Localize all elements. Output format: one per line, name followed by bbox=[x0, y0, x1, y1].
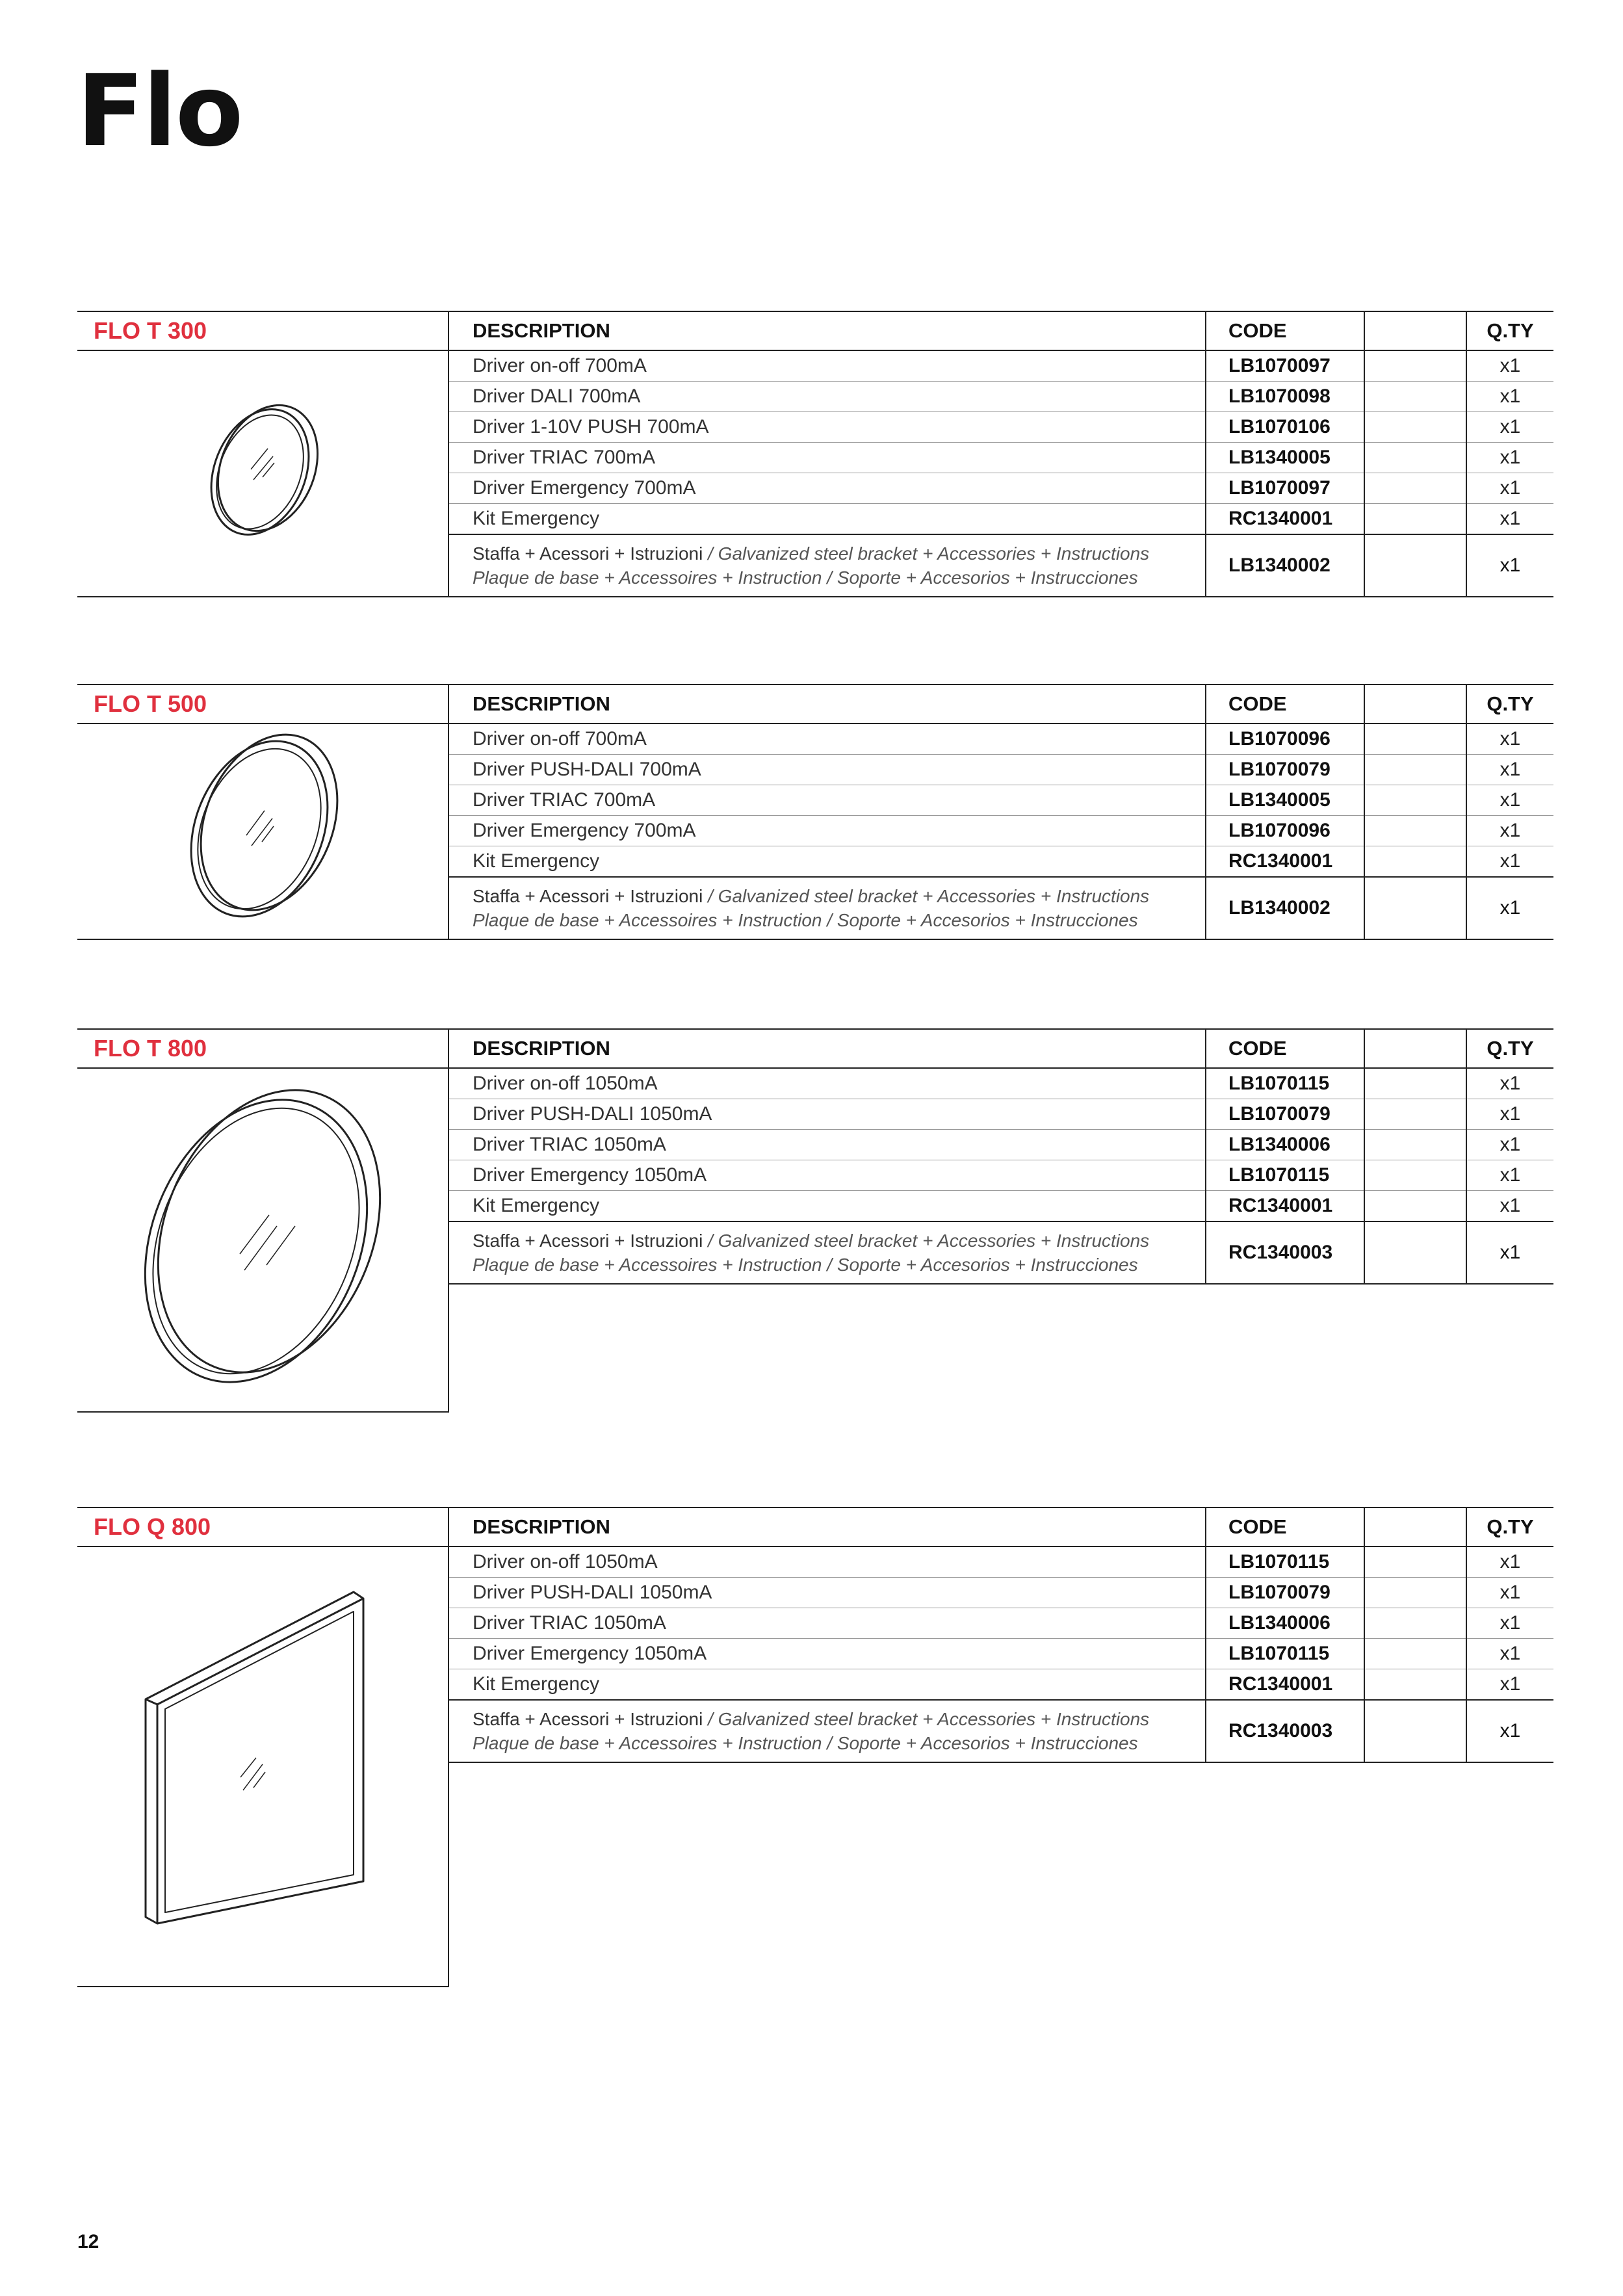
section-flo-q800 bbox=[77, 1507, 1553, 1987]
row-description: Driver PUSH-DALI 1050mA bbox=[448, 1578, 1206, 1608]
table-row bbox=[77, 724, 1553, 755]
row-qty: x1 bbox=[1466, 1546, 1553, 1578]
row-code: LB1070106 bbox=[1206, 412, 1364, 443]
spec-table bbox=[77, 1507, 1553, 1987]
row-code: LB1070115 bbox=[1206, 1639, 1364, 1669]
row-description: Driver DALI 700mA bbox=[448, 382, 1206, 412]
row-code: LB1340006 bbox=[1206, 1130, 1364, 1160]
row-code: LB1340005 bbox=[1206, 443, 1364, 473]
table-header bbox=[77, 685, 1553, 724]
header-code: CODE bbox=[1206, 311, 1364, 350]
bracket-code: RC1340003 bbox=[1206, 1700, 1364, 1762]
bracket-qty: x1 bbox=[1466, 1221, 1553, 1284]
row-code: RC1340001 bbox=[1206, 1191, 1364, 1222]
row-code: LB1070115 bbox=[1206, 1068, 1364, 1099]
row-description: Kit Emergency bbox=[448, 846, 1206, 878]
row-qty: x1 bbox=[1466, 816, 1553, 846]
flo-t800-illustration bbox=[133, 1075, 393, 1400]
row-code: LB1070079 bbox=[1206, 755, 1364, 785]
row-qty: x1 bbox=[1466, 846, 1553, 878]
row-code: LB1070079 bbox=[1206, 1578, 1364, 1608]
header-code: CODE bbox=[1206, 685, 1364, 724]
row-code: LB1070097 bbox=[1206, 473, 1364, 504]
row-code: RC1340001 bbox=[1206, 846, 1364, 878]
row-code: LB1070098 bbox=[1206, 382, 1364, 412]
row-qty: x1 bbox=[1466, 1639, 1553, 1669]
header-description: DESCRIPTION bbox=[448, 311, 1206, 350]
row-qty: x1 bbox=[1466, 755, 1553, 785]
row-code: LB1070115 bbox=[1206, 1546, 1364, 1578]
bracket-qty: x1 bbox=[1466, 534, 1553, 597]
row-description: Driver PUSH-DALI 1050mA bbox=[448, 1099, 1206, 1130]
row-qty: x1 bbox=[1466, 504, 1553, 535]
row-code: RC1340001 bbox=[1206, 504, 1364, 535]
flo-q800-illustration bbox=[126, 1569, 399, 1959]
row-code: LB1340006 bbox=[1206, 1608, 1364, 1639]
row-code: LB1340005 bbox=[1206, 785, 1364, 816]
row-qty: x1 bbox=[1466, 382, 1553, 412]
table-header bbox=[77, 1029, 1553, 1068]
row-code: LB1070096 bbox=[1206, 816, 1364, 846]
model-name: FLO Q 800 bbox=[77, 1507, 448, 1546]
row-qty: x1 bbox=[1466, 1669, 1553, 1701]
row-qty: x1 bbox=[1466, 1191, 1553, 1222]
product-image bbox=[77, 724, 448, 939]
row-qty: x1 bbox=[1466, 443, 1553, 473]
row-description: Driver on-off 700mA bbox=[448, 350, 1206, 382]
section-flo-t800 bbox=[77, 1028, 1553, 1413]
row-description: Driver Emergency 1050mA bbox=[448, 1160, 1206, 1191]
header-description: DESCRIPTION bbox=[448, 1029, 1206, 1068]
bracket-qty: x1 bbox=[1466, 877, 1553, 939]
product-image bbox=[77, 1068, 448, 1412]
product-image bbox=[77, 1546, 448, 1987]
table-row bbox=[77, 350, 1553, 382]
table-header bbox=[77, 311, 1553, 350]
row-description: Driver TRIAC 700mA bbox=[448, 785, 1206, 816]
section-flo-t300 bbox=[77, 311, 1553, 597]
spec-table bbox=[77, 684, 1553, 940]
header-qty: Q.TY bbox=[1466, 311, 1553, 350]
row-description: Driver TRIAC 1050mA bbox=[448, 1608, 1206, 1639]
row-code: LB1070079 bbox=[1206, 1099, 1364, 1130]
row-code: RC1340001 bbox=[1206, 1669, 1364, 1701]
bracket-code: LB1340002 bbox=[1206, 877, 1364, 939]
header-qty: Q.TY bbox=[1466, 1029, 1553, 1068]
row-description: Driver Emergency 700mA bbox=[448, 473, 1206, 504]
row-description: Driver on-off 1050mA bbox=[448, 1546, 1206, 1578]
flo-t500-illustration bbox=[181, 725, 344, 933]
product-image bbox=[77, 350, 448, 597]
row-qty: x1 bbox=[1466, 1099, 1553, 1130]
bracket-description: Staffa + Acessori + Istruzioni / Galvanized steel bracket + Accessories + Instructions Plaque de base + Accessoires + Instruction / Soporte + Accesorios + Instrucciones bbox=[448, 877, 1206, 939]
row-qty: x1 bbox=[1466, 350, 1553, 382]
row-qty: x1 bbox=[1466, 785, 1553, 816]
row-qty: x1 bbox=[1466, 1068, 1553, 1099]
model-name: FLO T 500 bbox=[77, 685, 448, 724]
row-qty: x1 bbox=[1466, 1160, 1553, 1191]
page-number: 12 bbox=[77, 2231, 99, 2252]
spec-table bbox=[77, 311, 1553, 597]
model-name: FLO T 300 bbox=[77, 311, 448, 350]
row-description: Driver Emergency 700mA bbox=[448, 816, 1206, 846]
row-code: LB1070096 bbox=[1206, 724, 1364, 755]
table-header bbox=[77, 1507, 1553, 1546]
row-description: Driver on-off 700mA bbox=[448, 724, 1206, 755]
row-description: Kit Emergency bbox=[448, 1669, 1206, 1701]
bracket-description: Staffa + Acessori + Istruzioni / Galvanized steel bracket + Accessories + Instructions Plaque de base + Accessoires + Instruction / Soporte + Accesorios + Instrucciones bbox=[448, 534, 1206, 597]
row-qty: x1 bbox=[1466, 1578, 1553, 1608]
flo-t300-illustration bbox=[198, 397, 328, 546]
row-qty: x1 bbox=[1466, 412, 1553, 443]
bracket-code: RC1340003 bbox=[1206, 1221, 1364, 1284]
row-description: Driver TRIAC 1050mA bbox=[448, 1130, 1206, 1160]
header-code: CODE bbox=[1206, 1029, 1364, 1068]
bracket-description: Staffa + Acessori + Istruzioni / Galvanized steel bracket + Accessories + Instructions Plaque de base + Accessoires + Instruction / Soporte + Accesorios + Instrucciones bbox=[448, 1221, 1206, 1284]
row-description: Kit Emergency bbox=[448, 504, 1206, 535]
page-title: Flo bbox=[77, 53, 242, 168]
row-description: Driver PUSH-DALI 700mA bbox=[448, 755, 1206, 785]
row-description: Driver on-off 1050mA bbox=[448, 1068, 1206, 1099]
header-code: CODE bbox=[1206, 1507, 1364, 1546]
row-code: LB1070115 bbox=[1206, 1160, 1364, 1191]
section-flo-t500 bbox=[77, 684, 1553, 940]
row-description: Kit Emergency bbox=[448, 1191, 1206, 1222]
header-qty: Q.TY bbox=[1466, 685, 1553, 724]
row-description: Driver TRIAC 700mA bbox=[448, 443, 1206, 473]
row-qty: x1 bbox=[1466, 1130, 1553, 1160]
row-qty: x1 bbox=[1466, 1608, 1553, 1639]
header-description: DESCRIPTION bbox=[448, 685, 1206, 724]
bracket-qty: x1 bbox=[1466, 1700, 1553, 1762]
bracket-code: LB1340002 bbox=[1206, 534, 1364, 597]
row-description: Driver 1-10V PUSH 700mA bbox=[448, 412, 1206, 443]
row-description: Driver Emergency 1050mA bbox=[448, 1639, 1206, 1669]
spec-table bbox=[77, 1028, 1553, 1413]
table-row bbox=[77, 1546, 1553, 1578]
row-code: LB1070097 bbox=[1206, 350, 1364, 382]
table-row bbox=[77, 1068, 1553, 1099]
row-qty: x1 bbox=[1466, 473, 1553, 504]
row-qty: x1 bbox=[1466, 724, 1553, 755]
header-description: DESCRIPTION bbox=[448, 1507, 1206, 1546]
model-name: FLO T 800 bbox=[77, 1029, 448, 1068]
bracket-description: Staffa + Acessori + Istruzioni / Galvanized steel bracket + Accessories + Instructions Plaque de base + Accessoires + Instruction / Soporte + Accesorios + Instrucciones bbox=[448, 1700, 1206, 1762]
header-qty: Q.TY bbox=[1466, 1507, 1553, 1546]
